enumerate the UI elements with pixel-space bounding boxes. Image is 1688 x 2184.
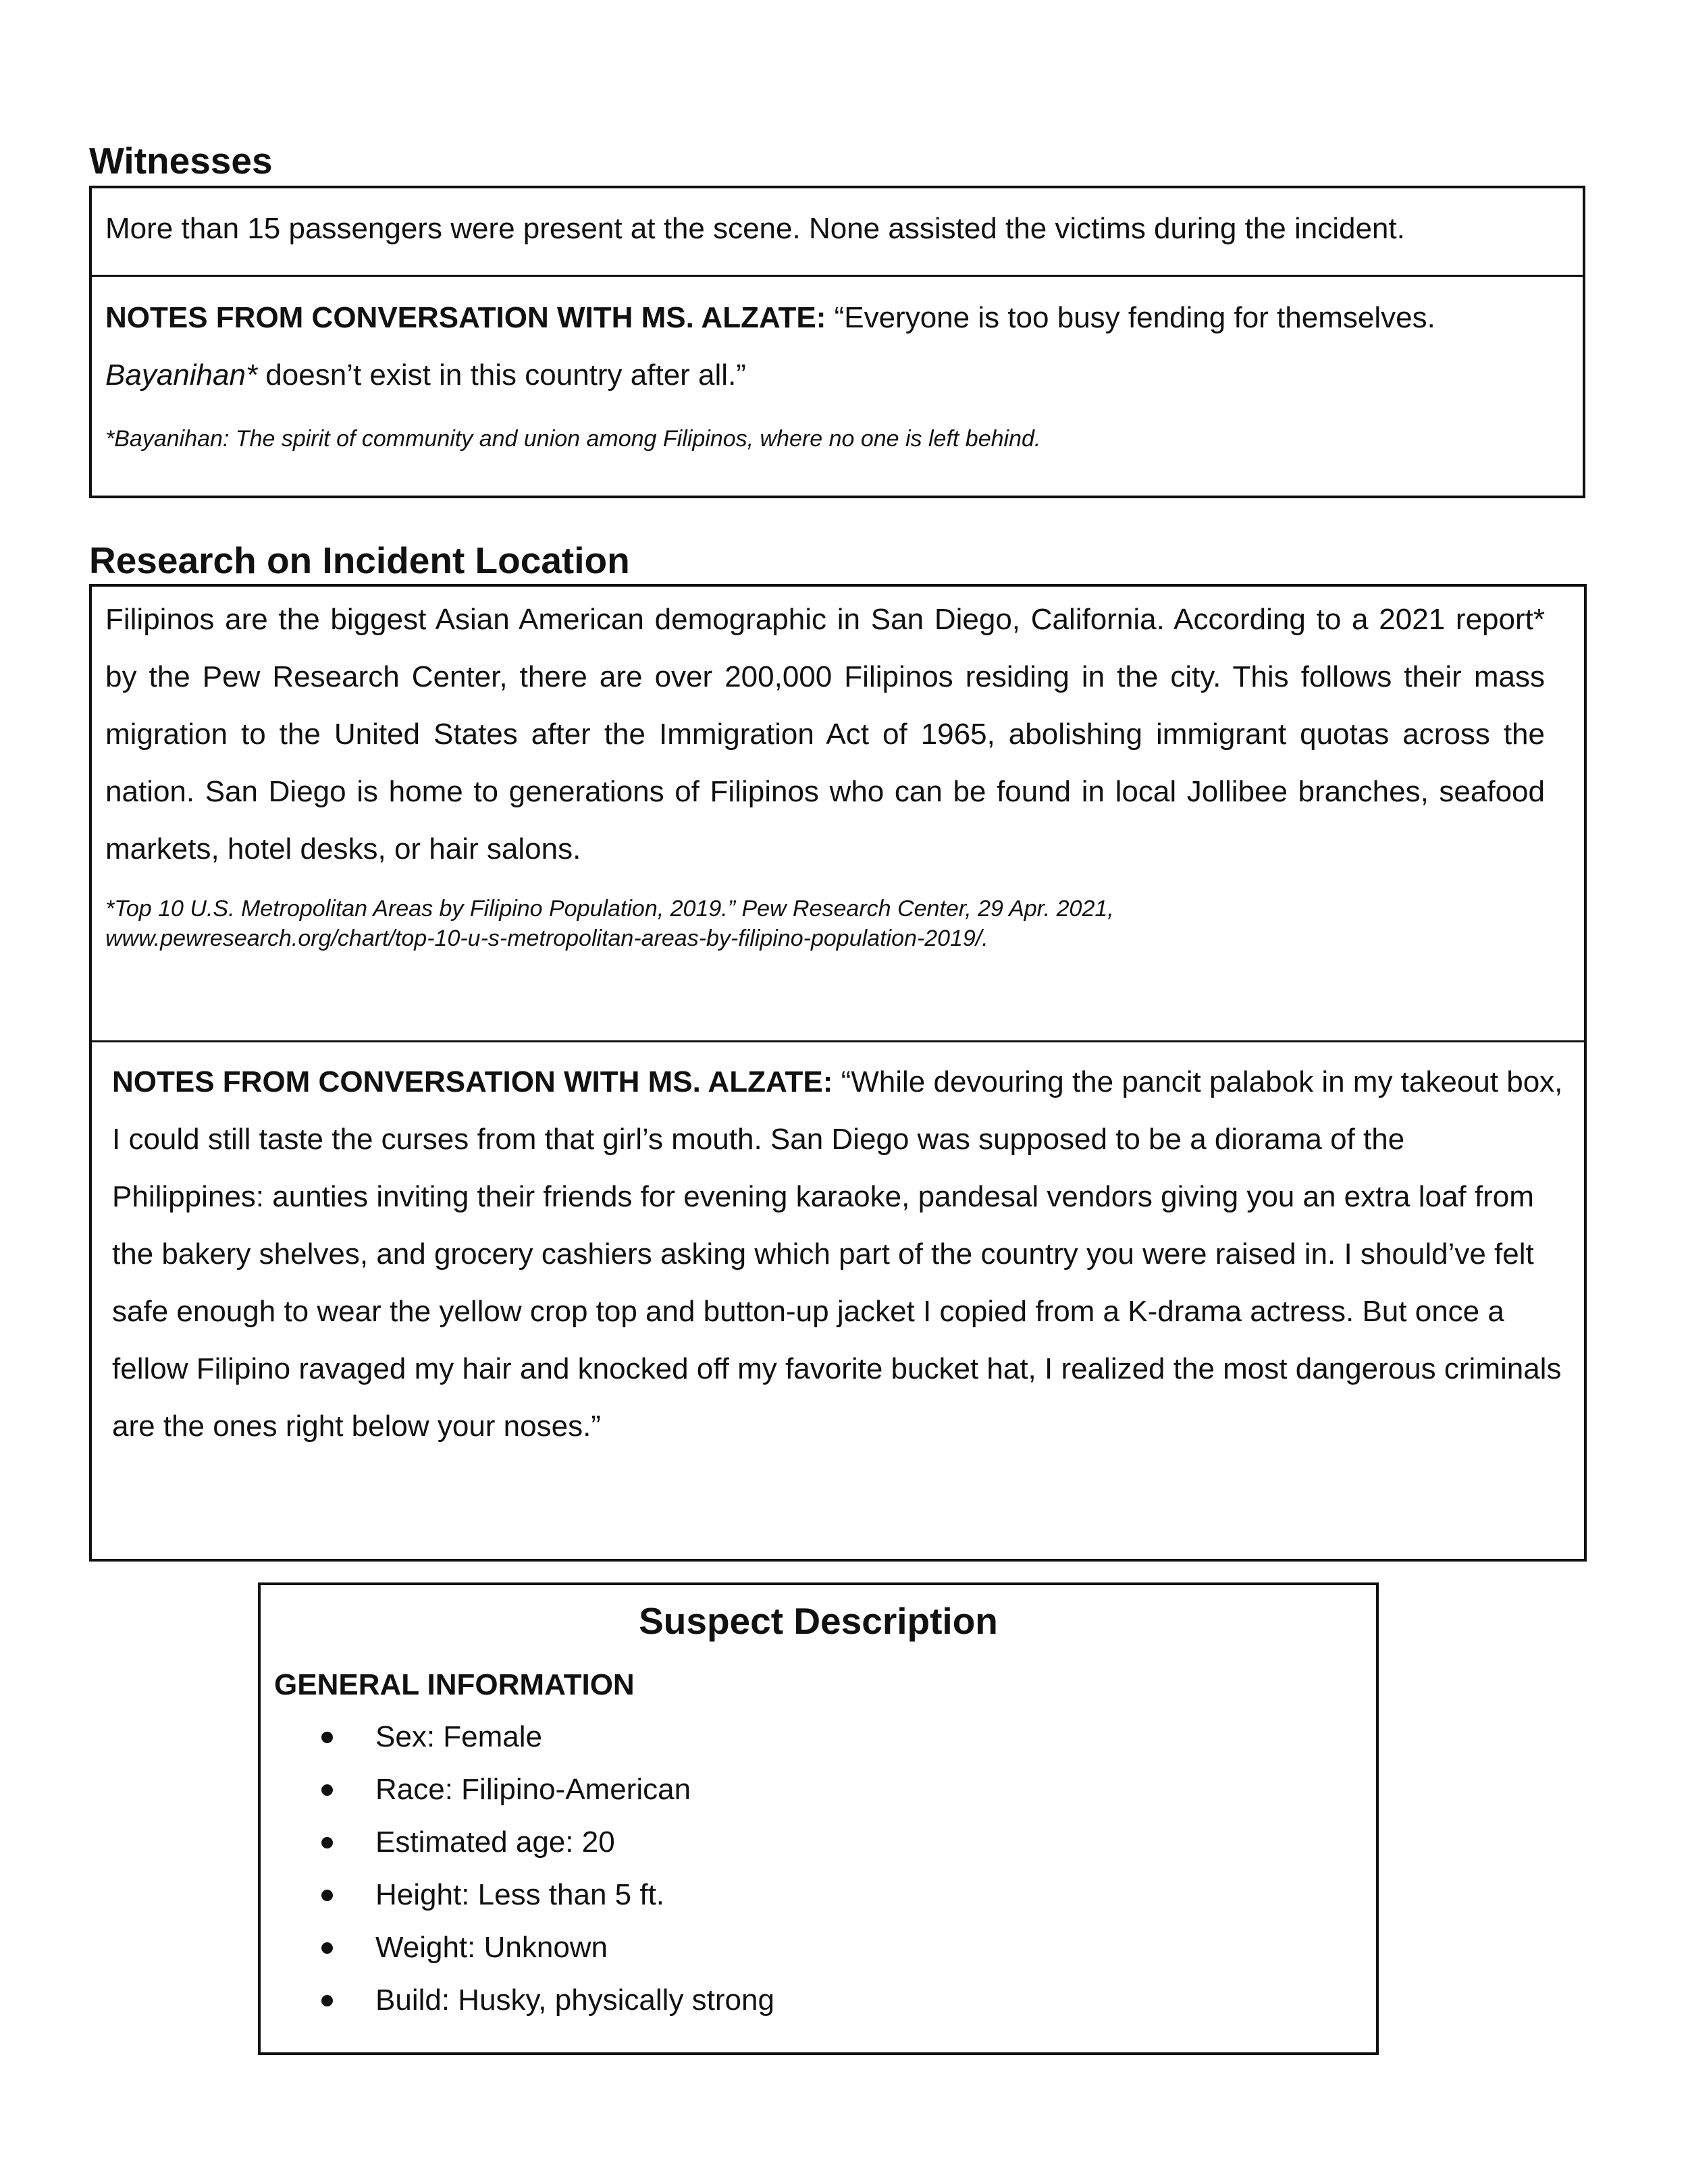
bayanihan-footnote: *Bayanihan: The spirit of community and union among Filipinos, where no one is left behind. — [105, 426, 1041, 452]
witnesses-notes-part2: doesn’t exist in this country after all.” — [257, 358, 746, 392]
research-citation-line1: *Top 10 U.S. Metropolitan Areas by Filipino Population, 2019.” Pew Research Center, 29 Apr. 2021, — [105, 896, 1114, 922]
research-paragraph: Filipinos are the biggest Asian American demographic in San Diego, California. According to a 2021 report* by the Pew Research Center, there are over 200,000 Filipinos residing in the city. This follows their mass migration to the United States after the Immigration Act of 1965, abolishing immigrant quotas across the nation. San Diego is home to generations of Filipinos who can be found in local Jollibee branches, seafood markets, hotel desks, or hair salons. — [105, 603, 1545, 865]
suspect-title: Suspect Description — [639, 1600, 998, 1642]
research-citation-url: www.pewresearch.org/chart/top-10-u-s-metropolitan-areas-by-filipino-population-2019/. — [105, 926, 988, 951]
bullet-icon — [321, 1890, 333, 1901]
suspect-info-item — [321, 1763, 774, 1816]
bayanihan-term: Bayanihan* — [105, 358, 258, 392]
witnesses-notes — [105, 289, 1569, 404]
witnesses-statement: More than 15 passengers were present at the scene. None assisted the victims during the incident. — [105, 212, 1405, 245]
research-citation — [105, 894, 1545, 953]
suspect-info-item — [321, 1869, 774, 1921]
suspect-info-text: Sex: Female — [375, 1720, 542, 1753]
suspect-info-text: Estimated age: 20 — [375, 1826, 615, 1859]
research-notes-text: “While devouring the pancit palabok in my takeout box, I could still taste the curses from that girl’s mouth. San Diego was supposed to be a diorama of the Philippines: aunties inviting their friends for evening karaoke, pandesal vendors giving you an extra loaf from the bakery shelves, and grocery cashiers asking which part of the country you were raised in. I should’ve felt safe enough to wear the yellow crop top and button-up jacket I copied from a K-drama actress. But once a fellow Filipino ravaged my hair and knocked off my favorite bucket hat, I realized the most dangerous criminals are the ones right below your noses.” — [112, 1065, 1563, 1443]
research-notes-cell — [92, 1042, 1584, 1455]
suspect-info-text: Race: Filipino-American — [375, 1773, 691, 1806]
research-notes-label: NOTES FROM CONVERSATION WITH MS. ALZATE: — [112, 1065, 833, 1098]
suspect-info-item — [321, 1974, 774, 2027]
suspect-info-text: Height: Less than 5 ft. — [375, 1878, 665, 1911]
bullet-icon — [321, 1732, 333, 1743]
bullet-icon — [321, 1942, 333, 1954]
research-paragraph-cell — [92, 587, 1584, 1039]
witnesses-statement-cell — [92, 188, 1583, 275]
suspect-info-item — [321, 1816, 774, 1869]
research-heading: Research on Incident Location — [89, 539, 630, 581]
general-information-label: GENERAL INFORMATION — [274, 1668, 635, 1701]
research-box — [89, 584, 1587, 1562]
bullet-icon — [321, 1784, 333, 1796]
witnesses-heading: Witnesses — [89, 140, 273, 182]
witnesses-notes-part1: “Everyone is too busy fending for themselves. — [826, 301, 1435, 334]
suspect-info-text: Build: Husky, physically strong — [375, 1983, 774, 2017]
suspect-info-text: Weight: Unknown — [375, 1931, 608, 1964]
suspect-box — [258, 1582, 1379, 2055]
witnesses-notes-cell — [92, 277, 1583, 454]
suspect-info-item — [321, 1711, 774, 1763]
bullet-icon — [321, 1837, 333, 1848]
research-notes — [112, 1053, 1564, 1455]
bullet-icon — [321, 1995, 333, 2006]
witnesses-notes-label: NOTES FROM CONVERSATION WITH MS. ALZATE: — [105, 301, 826, 334]
witnesses-box — [89, 186, 1585, 498]
suspect-info-item — [321, 1921, 774, 1974]
suspect-info-list — [321, 1711, 774, 2027]
